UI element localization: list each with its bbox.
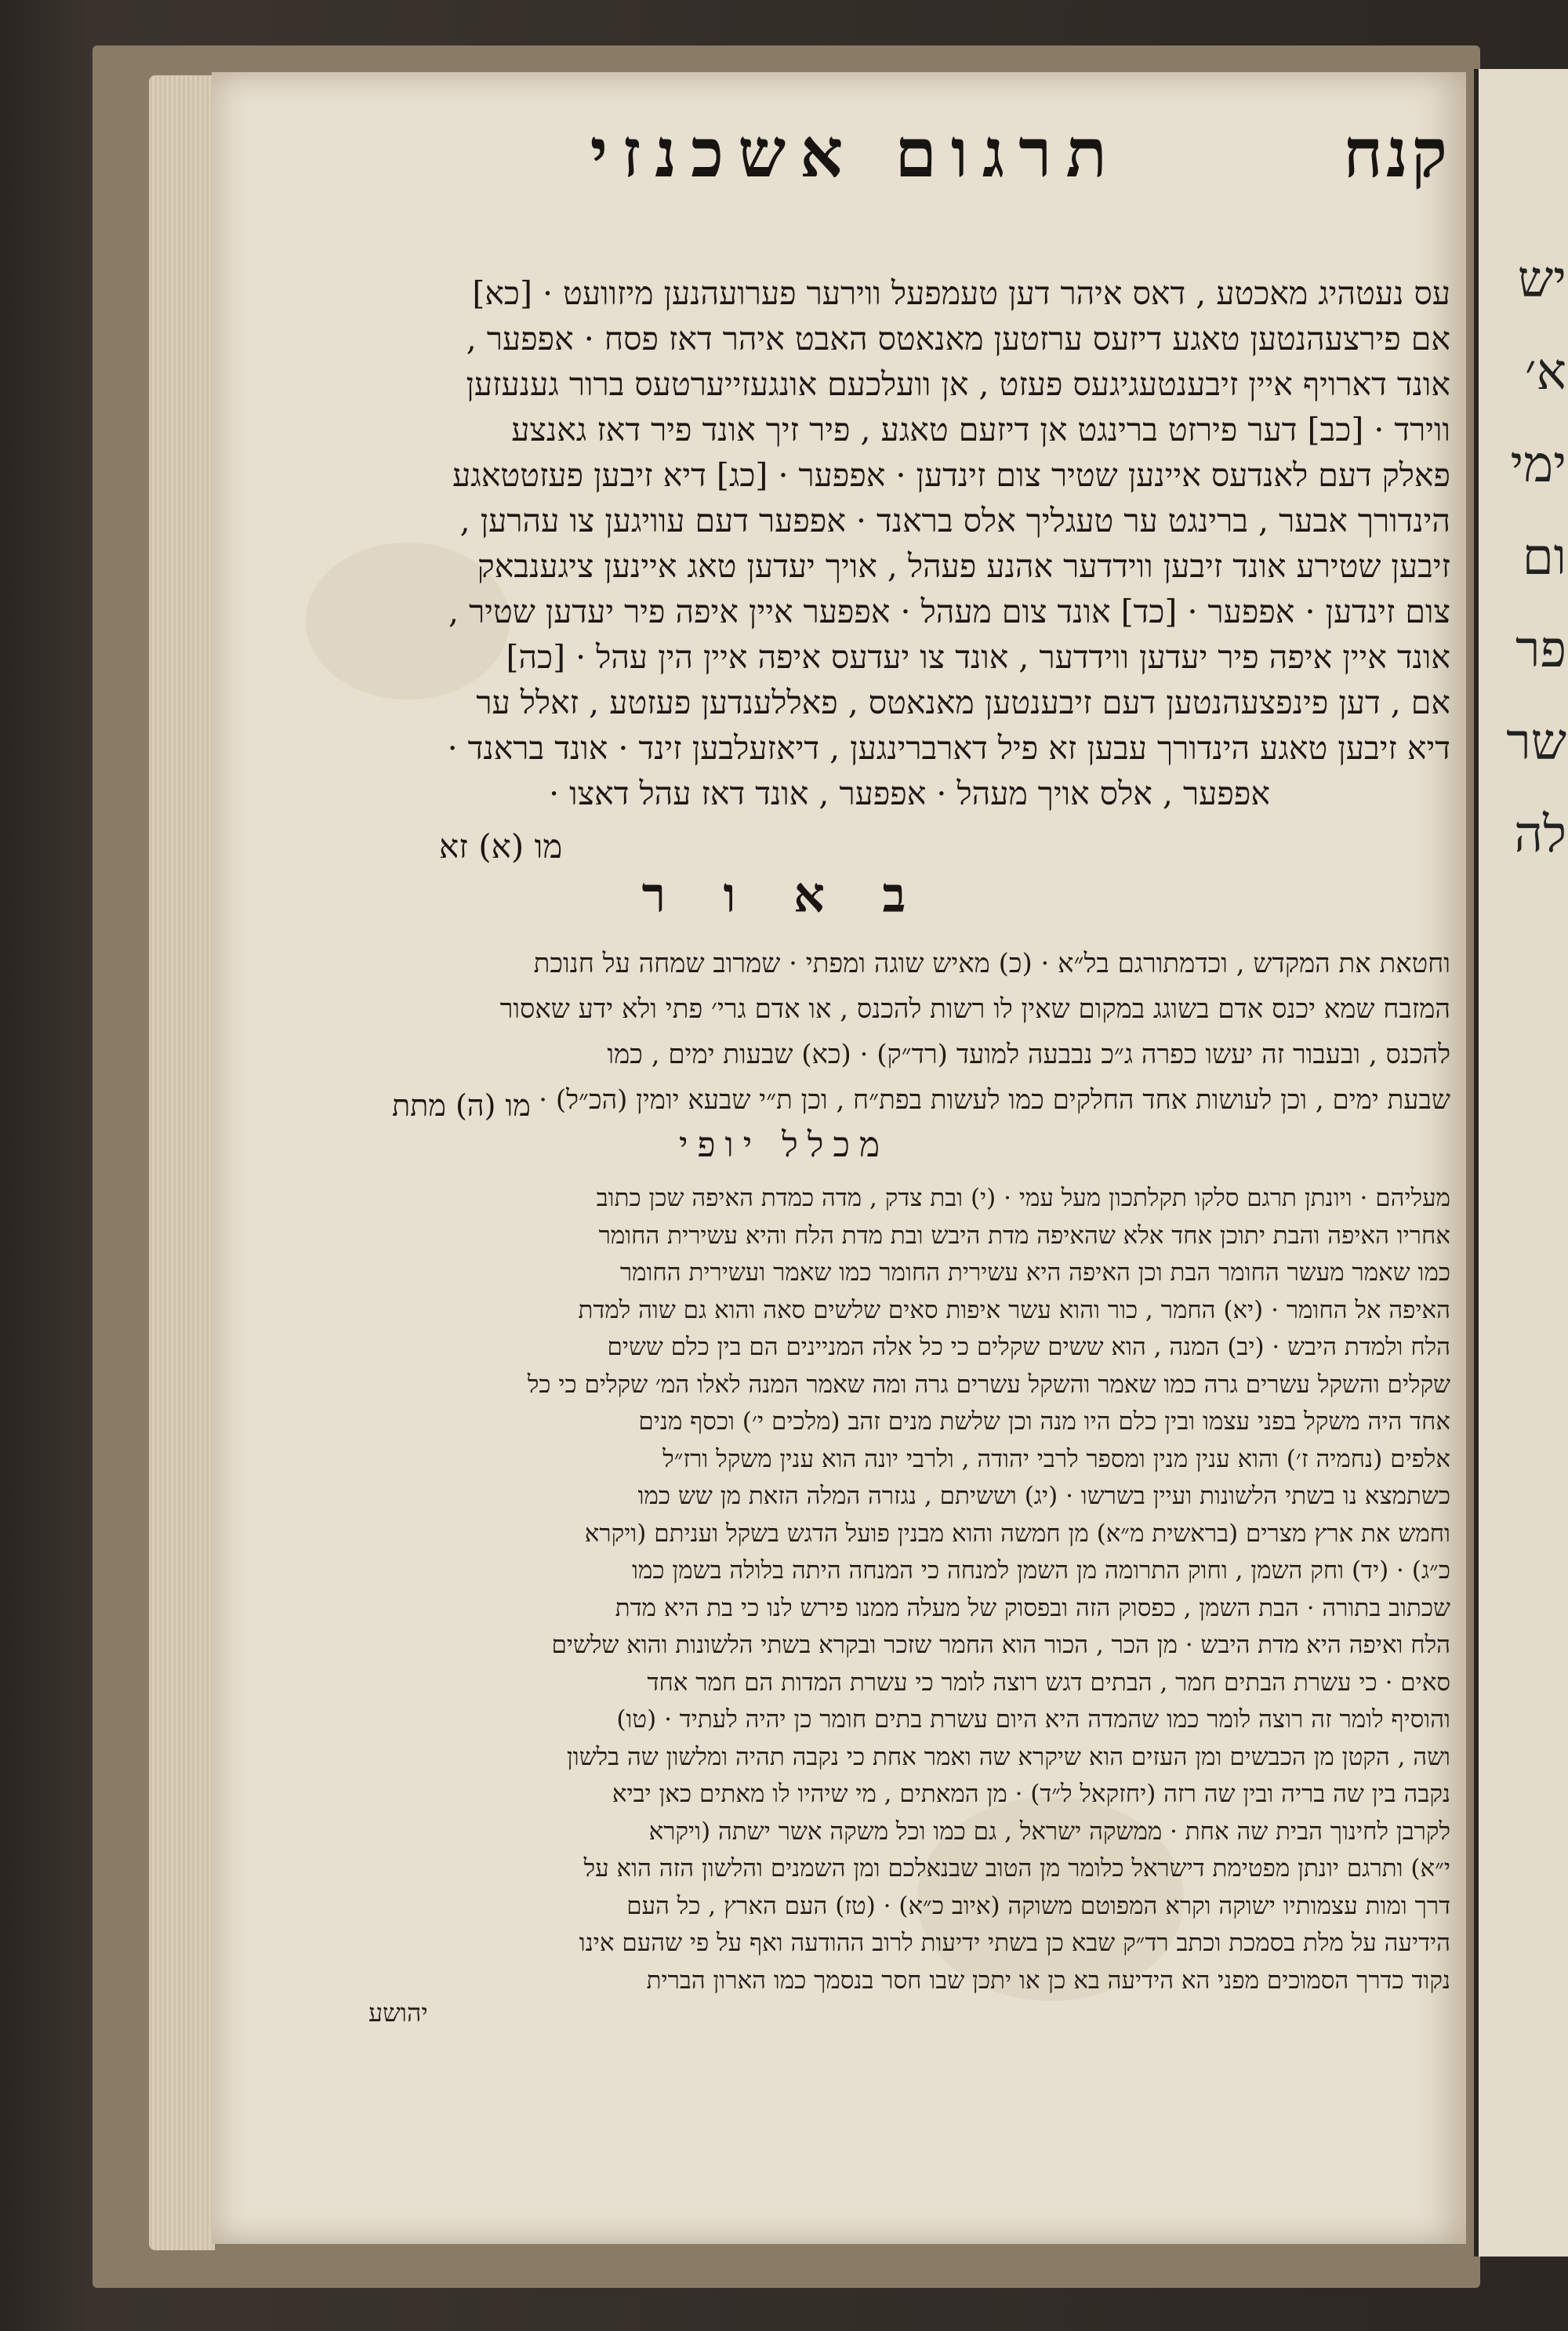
commentary-line: הידיעה על מלת בסמכת וכתב רד״ק שבא כן בשתי ידיעות לרוב ההודעה ואף על פי שהעם אינו	[579, 1929, 1450, 1957]
commentary-line: וחמש את ארץ מצרים (בראשית מ״א) מן חמשה והוא מבנין פועל הדגש בשקל ועניתם (ויקרא	[584, 1519, 1450, 1548]
catchword: מו (ה) מתת	[392, 1088, 531, 1123]
running-header	[368, 114, 1450, 200]
commentary-line: מעליהם · ויונתן תרגם סלקו תקלתכון מעל עמי · (י) ובת צדק , מדה כמדת האיפה שכן כתוב	[596, 1184, 1450, 1212]
catchword: יהושע	[368, 1998, 428, 2028]
commentary-line: האיפה אל החומר · (יא) החמר , כור והוא עשר איפות סאים שלשים סאה והוא גם שוה למדת	[578, 1295, 1450, 1324]
commentary-line: ושה , הקטן מן הכבשים ומן העזים הוא שיקרא שה ואמר אחת כי נקבה תהיה ומלשון שה בלשון	[566, 1742, 1450, 1771]
commentary-line: י״א) ותרגם יונתן מפטימת דישראל כלומר מן הטוב שבנאלכם ומן השמנים והלשון הזה הוא על	[583, 1854, 1450, 1883]
beur-line: שבעת ימים , וכן לעושות אחד החלקים כמו לעשות בפת״ח , וכן ת״י שבעא יומין (הכ״ל) ·	[539, 1084, 1450, 1116]
beur-commentary	[368, 941, 1450, 1123]
beur-line: המזבח שמא יכנס אדם בשוגג במקום שאין לו רשות להכנס , או אדם גרי׳ פתי ולא ידע שאסור	[499, 993, 1450, 1025]
translation-line: אם , דען פינפצעהנטען דעם זיבענטען מאנאטס , פאללענדען פעזטע , זאלל ער	[476, 684, 1450, 721]
translation-line: אפפער , אלס אויך מעהל · אפפער , אונד דאז עהל דאצו ·	[549, 775, 1270, 812]
translation-line: אונד איין איפה פיר יעדען ווידדער , אונד צו יעדעס איפה איין הין עהל · [כה]	[506, 638, 1450, 676]
commentary-line: והוסיף לומר זה רוצה לומר כמו שהמדה היא היום עשרת בתים חומר כן יהיה לעתיד · (טו)	[616, 1705, 1450, 1734]
facing-page-line: ימי	[1510, 436, 1566, 494]
translation-line: דיא זיבען טאגע הינדורך עבען זא פיל דארברינגען , דיאזעלבען זינד · אונד בראנד ·	[447, 729, 1450, 767]
catchword: מו (א) זא	[439, 827, 563, 866]
page-title: תרגום אשכנזי	[590, 114, 1121, 193]
commentary-line: אחריו האיפה והבת יתוכן אחד אלא שהאיפה מדת היבש ובת מדת הלח והיא עשירית החומר	[598, 1221, 1450, 1250]
commentary-line: סאים · כי עשרת הבתים חמר , הבתים דגש רוצה לומר כי עשרת המדות הם חמר אחד	[647, 1668, 1450, 1697]
translation-line: צום זינדען · אפפער · [כד] אונד צום מעהל · אפפער איין איפה פיר יעדען שטיר ,	[448, 593, 1450, 630]
commentary-line: דרך ומות עצמותיו ישוקה וקרא המפוטם משוקה (איוב כ״א) · (טז) העם הארץ , כל העם	[626, 1891, 1450, 1920]
translation-line: עס נעטהיג מאכטע , דאס איהר דען טעמפעל ווירער פערועהנען מיזוועט · [כא]	[472, 274, 1450, 312]
commentary-line: כ״ג) · (יד) וחק השמן , וחוק התרומה מן השמן למנחה כי המנחה היתה בלולה בשמן כמו	[632, 1556, 1450, 1585]
translation-line: הינדורך אבער , ברינגט ער טעגליך אלס בראנד · אפפער דעם עוויגען צו עהרען ,	[459, 502, 1450, 539]
section-heading-mikhlal-yofi: מכלל יופי	[678, 1125, 890, 1165]
commentary-line: הלח ולמדת היבש · (יב) המנה , הוא ששים שקלים כי כל אלה המניינים הם בין כלם ששים	[607, 1333, 1450, 1361]
beur-line: וחטאת את המקדש , וכדמתורגם בל״א · (כ) מאיש שוגה ומפתי · שמרוב שמחה על חנוכת	[533, 948, 1450, 979]
translation-line: פאלק דעם לאנדעס איינען שטיר צום זינדען · אפפער · [כג] דיא זיבען פעזטטאגע	[452, 456, 1450, 494]
commentary-line: כשתמצא נו בשתי הלשונות ועיין בשרשו · (יג) וששיתם , נגזרה המלה הזאת מן שש כמו	[637, 1482, 1450, 1510]
facing-page-line: לה	[1514, 806, 1566, 864]
translation-text	[368, 270, 1450, 816]
facing-page-line: יש	[1517, 251, 1566, 309]
commentary-line: כמו שאמר מעשר החומר הבת וכן האיפה היא עשירית החומר כמו שאמר ועשירית החומר	[619, 1258, 1450, 1287]
facing-page-line: ום	[1522, 528, 1566, 586]
translation-line: ווירד · [כב] דער פירזט ברינגט אן דיזעם טאגע , פיר זיך אונד פיר דאז גאנצע	[511, 411, 1450, 448]
mikhlal-yofi-commentary	[368, 1180, 1450, 1999]
beur-line: להכנס , ובעבור זה יעשו כפרה ג״כ נבבעה למועד (רד״ק) · (כא) שבעות ימים , כמו	[607, 1039, 1450, 1070]
facing-page-line: שר	[1506, 713, 1566, 772]
translation-line: זיבען שטירע אונד זיבען ווידדער אהנע פעהל , אויך יעדען טאג איינען ציגענבאק	[477, 547, 1450, 585]
facing-page-line: פר	[1515, 621, 1566, 679]
commentary-line: אחד היה משקל בפני עצמו ובין כלם היו מנה וכן שלשת מנים זהב (מלכים י׳) וכסף מנים	[638, 1407, 1450, 1436]
commentary-line: שקלים והשקל עשרים גרה כמו שאמר והשקל עשרים גרה ומה שאמר המנה לאלו המ׳ שקלים כי כל	[527, 1370, 1450, 1399]
facing-page-line: א׳	[1524, 343, 1566, 401]
folio-number: קנח	[1343, 114, 1450, 193]
section-heading-beur: ב א ו ר	[641, 866, 927, 924]
commentary-line: נקוד כדרך הסמוכים מפני הא הידיעה בא כן או יתכן שבו חסר בנסמך כמו הארון הברית	[646, 1966, 1450, 1995]
commentary-line: לקרבן לחינוך הבית שה אחת · ממשקה ישראל , גם כמו וכל משקה אשר ישתה (ויקרא	[648, 1817, 1450, 1846]
translation-line: אונד דארויף איין זיבענטעגיגעס פעזט , אן וועלכעם אונגעזייערטעס ברור גענעזען	[466, 365, 1450, 403]
commentary-line: הלח ואיפה היא מדת היבש · מן הכר , הכור הוא החמר שזכר ובקרא בשתי הלשונות והוא שלשים	[551, 1631, 1450, 1659]
commentary-line: נקבה בין שה בריה ובין שה רזה (יחזקאל ל״ד) · מן המאתים , מי שיהיו לו מאתים כאן יביא	[612, 1780, 1450, 1808]
translation-line: אם פירצעהנטען טאגע דיזעס ערזטען מאנאטס האבט איהר דאז פסח · אפפער ,	[466, 320, 1450, 358]
commentary-line: אלפים (נחמיה ז׳) והוא ענין מנין ומספר לרבי יהודה , ולרבי יונה הוא ענין משקל ורז״ל	[662, 1444, 1450, 1473]
commentary-line: שכתוב בתורה · הבת השמן , כפסוק הזה ובפסוק של מעלה ממנו פירש לנו כי בת היא מדת	[615, 1593, 1450, 1622]
